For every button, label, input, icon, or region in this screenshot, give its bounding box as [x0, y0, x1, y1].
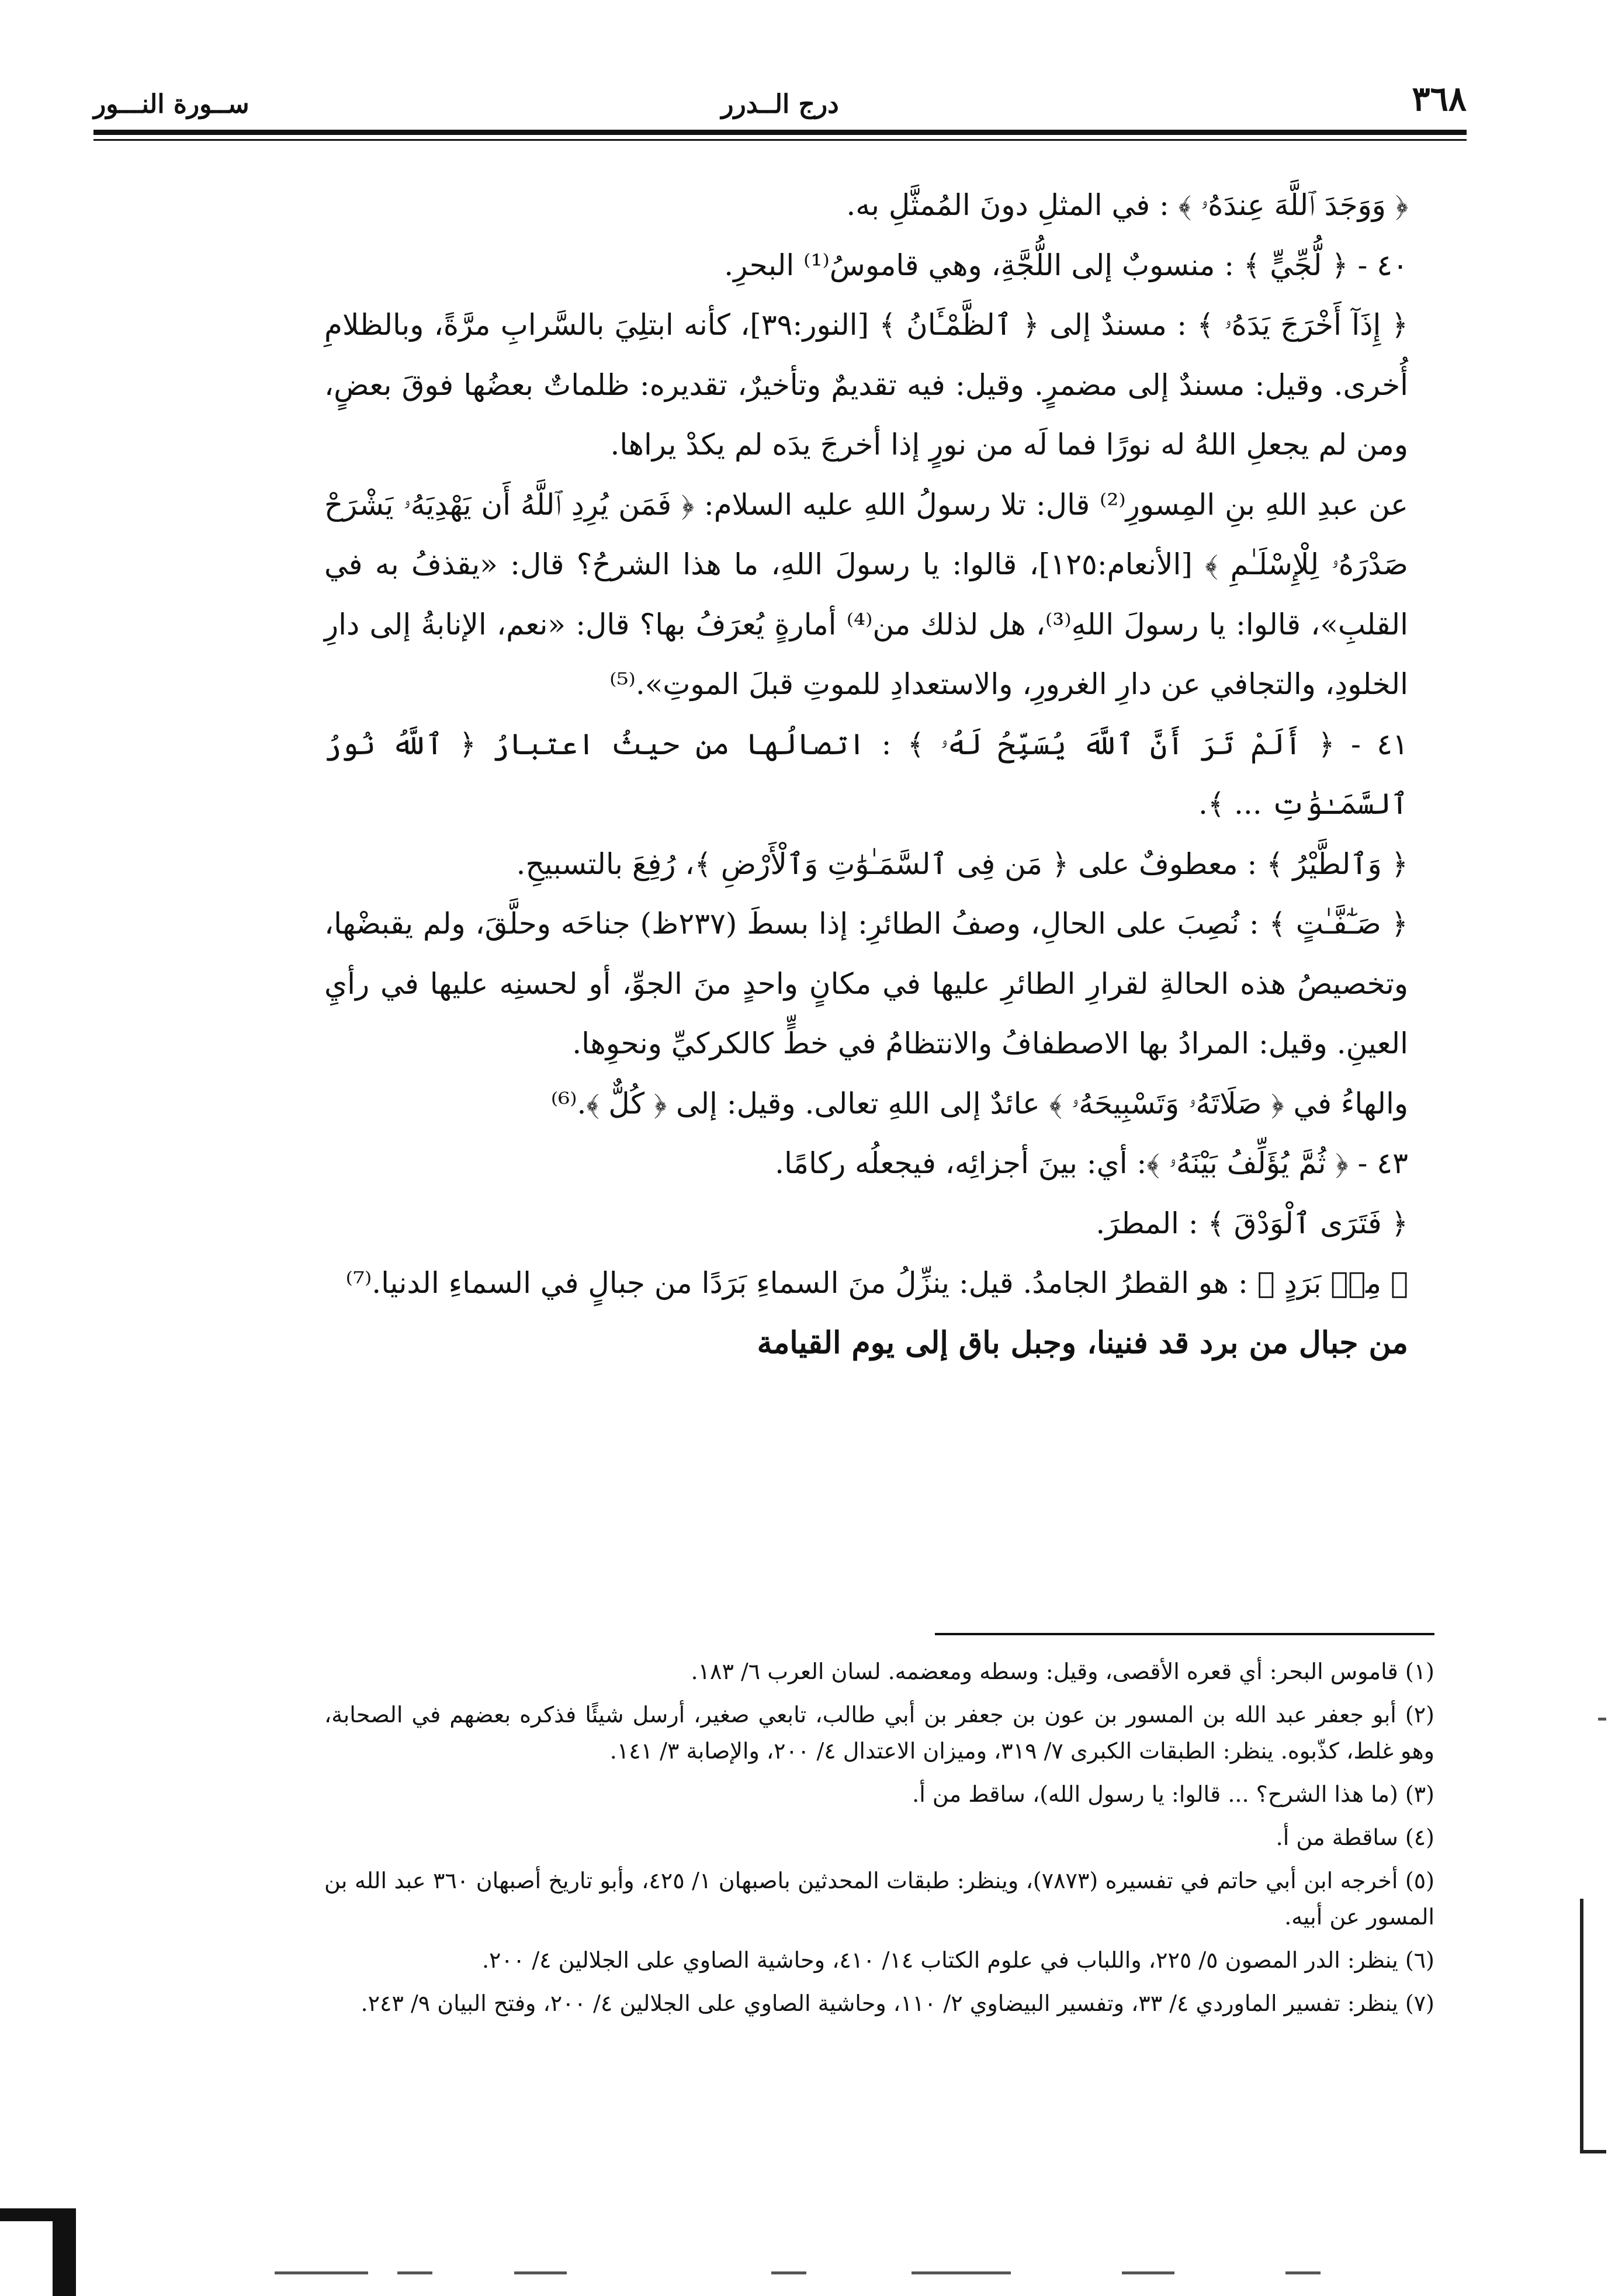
paragraph-line: ﴿ إِذَآ أَخْرَجَ يَدَهُۥ ﴾ : مسندٌ إلى ﴿ ٱلظَّمْـَٔانُ ﴾ [النور:٣٩]، كأنه ابتلِيَ بالسَّرابِ مرَّةً، وبالظلامِ أُخرى. وقيل: مسندٌ إلى مضمرٍ. وقيل: فيه تقديمٌ وتأخيرٌ، تقديره: ظلماتٌ بعضُها فوقَ بعضٍ، ومن لم يجعلِ اللهُ له نورًا فما لَه من نورٍ إذا أخرجَ يدَه لم يكدْ يراها.	[324, 308, 1408, 462]
footnote-separator	[935, 1633, 1434, 1635]
scan-dash	[275, 2271, 368, 2274]
paragraph-line: ٤١ - ﴿ أَلَمْ تَرَ أَنَّ ٱللَّهَ يُسَبِّحُ لَهُۥ ﴾ : اتصالُها من حيثُ اعتبارُ ﴿ ٱللَّهُ نُورُ ٱلسَّمَـٰوَٰتِ ... ﴾.	[324, 727, 1408, 821]
scan-dash	[1285, 2271, 1321, 2274]
header-rule-thin	[93, 139, 1467, 141]
scan-margin-bar	[1580, 1899, 1583, 2150]
paragraph-line: والهاءُ في ﴿ صَلَاتَهُۥ وَتَسْبِيحَهُۥ ﴾ عائدٌ إلى اللهِ تعالى. وقيل: إلى ﴿ كُلٌّ ﴾.⁽⁶⁾	[550, 1086, 1408, 1121]
scan-margin-bar-foot	[1580, 2150, 1606, 2153]
footnotes	[324, 1653, 1434, 2028]
scan-scratch	[1598, 1718, 1606, 1721]
book-title: درج الــدرر	[721, 89, 839, 119]
page-number: ٣٦٨	[1412, 79, 1467, 119]
paragraph-line: ﴿ فَتَرَى ٱلْوَدْقَ ﴾ : المطرَ.	[1096, 1206, 1408, 1240]
surah-name: ســورة النـــور	[93, 89, 249, 119]
paragraph-line: ٤٣ - ﴿ ثُمَّ يُؤَلِّفُ بَيْنَهُۥ ﴾: أي: بينَ أجزائِه، فيجعلُه ركامًا.	[775, 1146, 1408, 1180]
paragraph-line: عن عبدِ اللهِ بنِ المِسورِ⁽²⁾ قال: تلا رسولُ اللهِ عليه السلام: ﴿ فَمَن يُرِدِ ٱللَّهُ أَن يَهْدِيَهُۥ يَشْرَحْ صَدْرَهُۥ لِلْإِسْلَـٰمِ ﴾ [الأنعام:١٢٥]، قالوا: يا رسولَ اللهِ، ما هذا الشرحُ؟ قال: «يقذفُ به في القلبِ»، قالوا: يا رسولَ اللهِ⁽³⁾، هل لذلك من⁽⁴⁾ أمارةٍ يُعرَفُ بها؟ قال: «نعم، الإنابةُ إلى دارِ الخلودِ، والتجافي عن دارِ الغرورِ، والاستعدادِ للموتِ قبلَ الموتِ».⁽⁵⁾	[324, 487, 1408, 701]
scan-corner-mark-stem	[53, 2208, 76, 2296]
footnote: (١) قاموس البحر: أي قعره الأقصى، وقيل: وسطه ومعضمه. لسان العرب ٦/ ١٨٣.	[691, 1659, 1434, 1684]
scan-dash	[771, 2271, 806, 2274]
poetry-verse: من جبال من برد قد فنينا، وجبل باق إلى يوم القيامة	[757, 1324, 1408, 1361]
paragraph-line: ﴿ وَٱلطَّيْرُ ﴾ : معطوفٌ على ﴿ مَن فِى ٱلسَّمَـٰوَٰتِ وَٱلْأَرْضِ ﴾، رُفِعَ بالتسبيحِ.	[516, 847, 1408, 881]
footnote: (٢) أبو جعفر عبد الله بن المسور بن عون بن جعفر بن أبي طالب، تابعي صغير، أرسل شيئًا فذكره بعضهم في الصحابة، وهو غلط، كذّبوه. ينظر: الطبقات الكبرى ٧/ ٣١٩، وميزان الاعتدال ٤/ ٢٠٠، والإصابة ٣/ ١٤١.	[324, 1702, 1434, 1764]
main-text	[324, 175, 1434, 1373]
paragraph-line: ﴿ صَـٰٓفَّـٰتٍ ﴾ : نُصِبَ على الحالِ، وصفُ الطائرِ: إذا بسطَ (٢٣٧ظ) جناحَه وحلَّقَ، ولم يقبضْها، وتخصيصُ هذه الحالةِ لقرارِ الطائرِ عليها في مكانٍ واحدٍ منَ الجوِّ، أو لحسنِه عليها في رأيِ العينِ. وقيل: المرادُ بها الاصطفافُ والانتظامُ في خطٍّ كالكركيِّ ونحوِها.	[324, 907, 1408, 1060]
scan-dash	[397, 2271, 432, 2274]
paragraph-line: ٤٠ - ﴿ لُّجِّيٍّ ﴾ : منسوبٌ إلى اللُّجَّةِ، وهي قاموسُ⁽¹⁾ البحرِ.	[724, 248, 1408, 282]
paragraph-line: ﴿ وَوَجَدَ ٱللَّهَ عِندَهُۥ ﴾ : في المثلِ دونَ المُمثَّلِ به.	[846, 188, 1408, 222]
footnote: (٧) ينظر: تفسير الماوردي ٤/ ٣٣، وتفسير البيضاوي ٢/ ١١٠، وحاشية الصاوي على الجلالين ٤/ ٢٠٠، وفتح البيان ٩/ ٢٤٣.	[361, 1990, 1434, 2016]
scan-dash	[1122, 2271, 1174, 2274]
footnote: (٦) ينظر: الدر المصون ٥/ ٢٢٥، واللباب في علوم الكتاب ١٤/ ٤١٠، وحاشية الصاوي على الجلالين ٤/ ٢٠٠.	[481, 1947, 1434, 1973]
header-rule-thick	[93, 130, 1467, 135]
footnote: (٣) (ما هذا الشرح؟ ... قالوا: يا رسول الله)، ساقط من أ.	[912, 1781, 1434, 1807]
scan-dash	[912, 2271, 1011, 2274]
footnote: (٤) ساقطة من أ.	[1276, 1825, 1434, 1850]
paragraph-line: ﴿ مِنۢ بَرَدٍ ﴾ : هو القطرُ الجامدُ. قيل: ينزِّلُ منَ السماءِ بَرَدًا من جبالٍ في السماءِ الدنيا.⁽⁷⁾	[345, 1266, 1408, 1300]
footnote: (٥) أخرجه ابن أبي حاتم في تفسيره (٧٨٧٣)، وينظر: طبقات المحدثين باصبهان ١/ ٤٢٥، وأبو تاريخ أصبهان ٣٦٠ عبد الله بن المسور عن أبيه.	[324, 1868, 1435, 1930]
page-header	[93, 79, 1467, 131]
scan-dash	[514, 2271, 567, 2274]
